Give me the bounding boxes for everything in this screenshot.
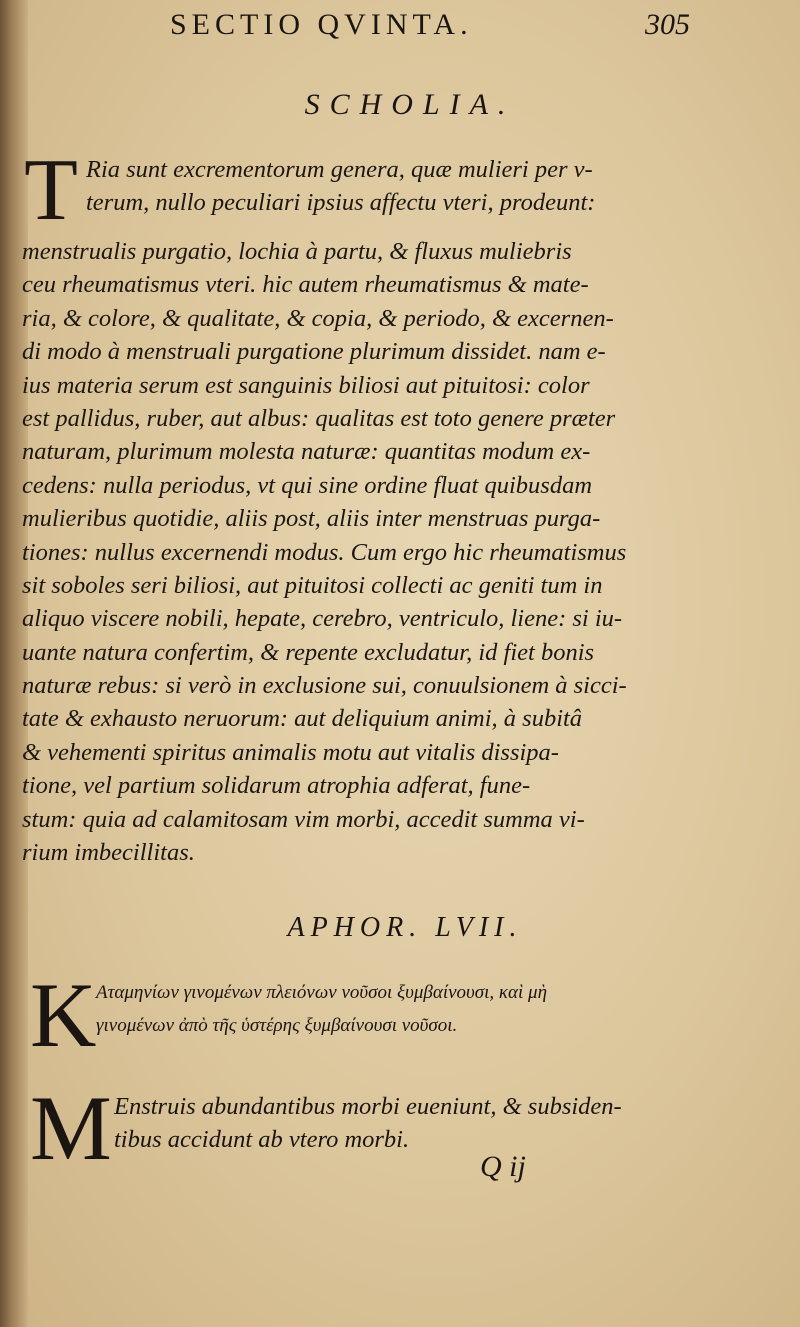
dropcap-k: K bbox=[30, 964, 97, 1066]
text-line: naturæ rebus: si verò in exclusione sui, conuulsionem à sicci- bbox=[22, 672, 627, 700]
text-line: ria, & colore, & qualitate, & copia, & periodo, & excernen- bbox=[22, 304, 614, 332]
greek-aphorism bbox=[30, 964, 710, 1066]
latin-aphorism bbox=[30, 1077, 710, 1179]
latin-line: Enstruis abundantibus morbi eueniunt, & subsiden- bbox=[114, 1093, 622, 1120]
scholia-heading: SCHOLIA. bbox=[304, 88, 516, 121]
signature-mark: Q ij bbox=[480, 1150, 526, 1183]
text-line: tione, vel partium solidarum atrophia adferat, fune- bbox=[22, 772, 531, 800]
dropcap-m: M bbox=[30, 1077, 112, 1179]
text-line: uante natura confertim, & repente excludatur, id fiet bonis bbox=[22, 638, 595, 666]
text-line: sit soboles seri biliosi, aut pituitosi collecti ac geniti tum in bbox=[22, 571, 603, 599]
aphorism-heading: APHOR. LVII. bbox=[287, 912, 523, 943]
greek-line: γινομένων ἀπὸ τῆς ὑστέρης ξυμβαίνουσι νοῦσοι. bbox=[96, 1015, 458, 1037]
text-line: menstrualis purgatio, lochia à partu, & fluxus muliebris bbox=[22, 238, 572, 265]
running-head bbox=[170, 8, 690, 48]
text-line: Ria sunt excrementorum genera, quæ mulieri per v- bbox=[86, 156, 593, 183]
greek-line: Αταμηνίων γινομένων πλειόνων νοῦσοι ξυμβαίνουσι, καὶ μὴ bbox=[96, 982, 547, 1003]
text-line: cedens: nulla periodus, vt qui sine ordine fluat quibusdam bbox=[22, 471, 593, 499]
dropcap-t: T bbox=[24, 142, 78, 239]
text-line: ius materia serum est sanguinis biliosi aut pituitosi: color bbox=[22, 371, 590, 399]
text-line: terum, nullo peculiari ipsius affectu vteri, prodeunt: bbox=[86, 189, 596, 217]
text-line: & vehementi spiritus animalis motu aut vitalis dissipa- bbox=[22, 738, 559, 766]
text-line: est pallidus, ruber, aut albus: qualitas est toto genere præter bbox=[22, 404, 616, 432]
running-title: SECTIO QVINTA. bbox=[170, 8, 473, 41]
text-line: tiones: nullus excernendi modus. Cum ergo hic rheumatismus bbox=[22, 538, 627, 566]
text-line: rium imbecillitas. bbox=[22, 839, 195, 867]
page-number: 305 bbox=[645, 8, 690, 41]
scholia-body bbox=[22, 142, 702, 869]
text-line: naturam, plurimum molesta naturæ: quantitas modum ex- bbox=[22, 438, 591, 466]
text-line: aliquo viscere nobili, hepate, cerebro, ventriculo, liene: si iu- bbox=[22, 605, 623, 633]
text-line: ceu rheumatismus vteri. hic autem rheumatismus & mate- bbox=[22, 271, 589, 299]
latin-line: tibus accidunt ab vtero morbi. bbox=[114, 1126, 410, 1154]
text-line: mulieribus quotidie, aliis post, aliis inter menstruas purga- bbox=[22, 505, 601, 533]
text-line: stum: quia ad calamitosam vim morbi, accedit summa vi- bbox=[22, 805, 585, 833]
text-line: di modo à menstruali purgatione plurimum dissidet. nam e- bbox=[22, 338, 606, 366]
text-line: tate & exhausto neruorum: aut deliquium animi, à subitâ bbox=[22, 705, 583, 733]
